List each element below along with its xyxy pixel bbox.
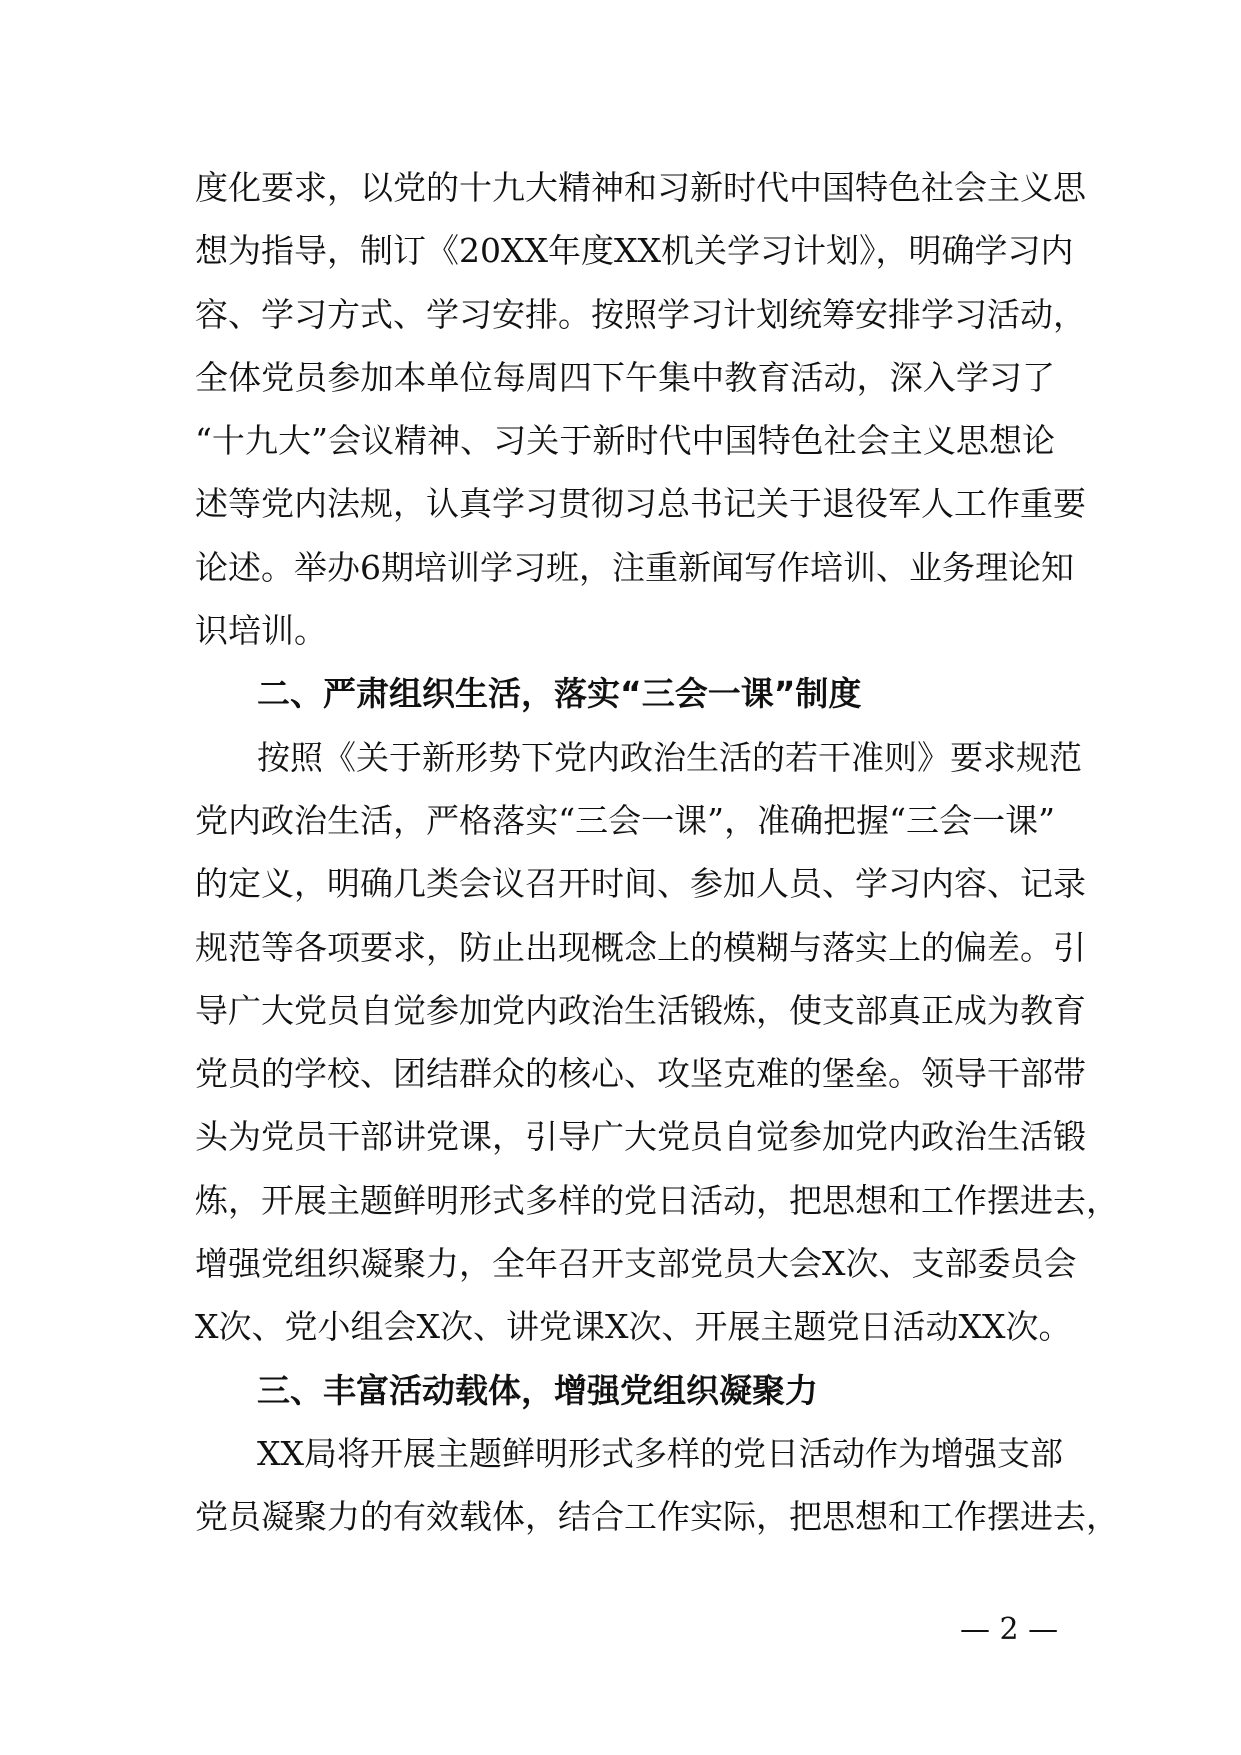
paragraph-line: X次、党小组会X次、讲党课X次、开展主题党日活动XX次。 — [195, 1307, 1072, 1347]
paragraph-line: 增强党组织凝聚力，全年召开支部党员大会X次、支部委员会 — [195, 1244, 1077, 1284]
paragraph-line: 头为党员干部讲党课，引导广大党员自觉参加党内政治生活锻 — [195, 1117, 1086, 1157]
paragraph-line: 想为指导，制订《20XX年度XX机关学习计划》，明确学习内 — [195, 231, 1074, 271]
paragraph-line: “十九大”会议精神、习关于新时代中国特色社会主义思想论 — [195, 421, 1055, 461]
paragraph-line: 度化要求，以党的十九大精神和习新时代中国特色社会主义思 — [195, 168, 1086, 207]
paragraph-line: 识培训。 — [195, 611, 327, 651]
paragraph-line: 论述。举办6期培训学习班，注重新闻写作培训、业务理论知 — [195, 547, 1074, 587]
paragraph-line: 党员凝聚力的有效载体，结合工作实际，把思想和工作摆进去， — [195, 1497, 1119, 1537]
document-body — [195, 156, 1119, 1549]
paragraph-line: 述等党内法规，认真学习贯彻习总书记关于退役军人工作重要 — [195, 484, 1086, 524]
paragraph-line: 容、学习方式、学习安排。按照学习计划统筹安排学习活动， — [195, 294, 1086, 334]
paragraph-line: 规范等各项要求，防止出现概念上的模糊与落实上的偏差。引 — [195, 927, 1086, 967]
paragraph-line: 党内政治生活，严格落实“三会一课”，准确把握“三会一课” — [195, 800, 1055, 840]
section-heading-3: 三、丰富活动载体，增强党组织凝聚力 — [257, 1370, 818, 1410]
paragraph-line: 全体党员参加本单位每周四下午集中教育活动，深入学习了 — [195, 357, 1055, 397]
paragraph-line: 按照《关于新形势下党内政治生活的若干准则》要求规范 — [257, 737, 1082, 777]
paragraph-line: XX局将开展主题鲜明形式多样的党日活动作为增强支部 — [257, 1433, 1063, 1473]
page-number: — 2 — — [960, 1612, 1059, 1647]
paragraph-line: 的定义，明确几类会议召开时间、参加人员、学习内容、记录 — [195, 864, 1086, 904]
paragraph-line: 炼，开展主题鲜明形式多样的党日活动，把思想和工作摆进去， — [195, 1180, 1119, 1220]
paragraph-line: 党员的学校、团结群众的核心、攻坚克难的堡垒。领导干部带 — [195, 1054, 1086, 1094]
paragraph-line: 导广大党员自觉参加党内政治生活锻炼，使支部真正成为教育 — [195, 990, 1086, 1030]
section-heading-2: 二、严肃组织生活，落实“三会一课”制度 — [257, 674, 862, 714]
